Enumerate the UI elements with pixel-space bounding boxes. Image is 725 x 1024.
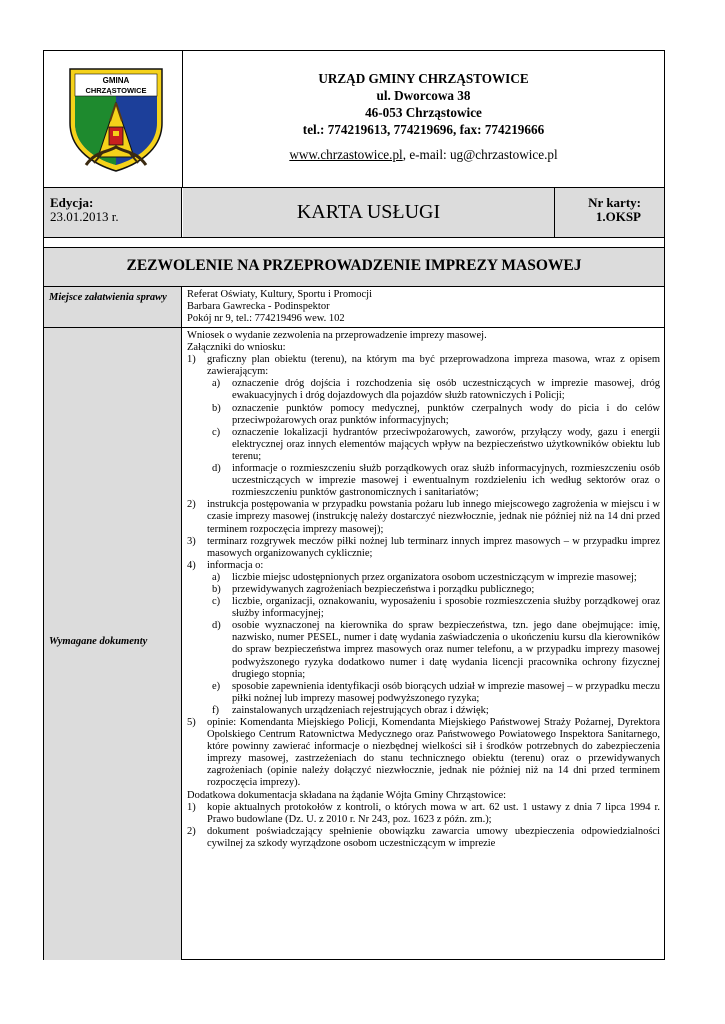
list-item-number: 4) (187, 559, 196, 571)
spacer-row (44, 238, 664, 248)
list-item (187, 378, 660, 402)
list-item (187, 572, 660, 584)
card-title: KARTA USŁUGI (183, 188, 555, 237)
docs-extra-list (187, 802, 660, 850)
required-docs-row (44, 328, 664, 960)
list-item (187, 536, 660, 560)
list-item-number: d) (212, 620, 221, 632)
logo-cell (44, 51, 183, 187)
list-item-number: c) (212, 426, 221, 438)
place-row (44, 287, 664, 328)
list-item (187, 427, 660, 463)
list-item-text: liczbie miejsc udostępnionych przez organizatora osobom uczestniczącym w imprezie masowej; (232, 571, 637, 583)
list-item-number: b) (212, 402, 221, 414)
service-card (43, 50, 665, 960)
list-item-number: 5) (187, 717, 196, 728)
docs-intro: Wniosek o wydanie zezwolenia na przeprowadzenie imprezy masowej. (187, 330, 487, 341)
list-item (187, 584, 660, 596)
gmina-coat-of-arms (66, 65, 166, 173)
list-item-text: dokument poświadczający spełnienie obowiązku zawarcia umowy ubezpieczenia odpowiedzialności cywilnej za szkody wyrządzone osobom uczestniczącym w imprezie (207, 825, 660, 849)
list-item (187, 620, 660, 680)
list-item-text: kopie aktualnych protokołów z kontroli, o których mowa w art. 62 ust. 1 ustawy z dnia 7 lipca 1994 r. Prawo budowlane (Dz. U. z 2010 r. Nr 243, poz. 1623 z późn. zm.); (207, 801, 660, 825)
list-item-text: informacja o: (207, 559, 264, 571)
office-city: 46-053 Chrząstowice (365, 105, 482, 120)
list-item (187, 403, 660, 427)
logo-text-name: CHRZĄSTOWICE (85, 86, 147, 95)
edition-cell (44, 188, 182, 237)
list-item-number: 1) (187, 354, 196, 366)
header-row (44, 51, 664, 188)
contact-line (183, 147, 664, 163)
required-docs-label: Wymagane dokumenty (44, 328, 182, 960)
list-item-text: graficzny plan obiektu (terenu), na którym ma być przeprowadzona impreza masowa, wraz z opisem zawierającym: (207, 354, 660, 378)
list-item-number: 2) (187, 825, 196, 837)
list-item-number: e) (212, 680, 221, 692)
office-address-block (183, 51, 664, 187)
website-link[interactable]: www.chrzastowice.pl (289, 147, 403, 162)
edition-date: 23.01.2013 r. (50, 209, 119, 224)
list-item-text: zainstalowanych urządzeniach rejestrujących obraz i dźwięk; (232, 704, 489, 716)
email-text: , e-mail: ug@chrzastowice.pl (402, 147, 558, 162)
list-item-text: oznaczenie punktów pomocy medycznej, punktów czerpalnych wody do picia i do celów przeciwpożarowych oraz punktów informacyjnych; (232, 402, 660, 426)
docs-intro-attachments: Załączniki do wniosku: (187, 342, 286, 354)
list-item-text: oznaczenie dróg dojścia i rozchodzenia się osób uczestniczących w imprezie masowej, dróg ewakuacyjnych i dróg dojazdowych dla pojazdów służb ratowniczych i Policji; (232, 378, 660, 402)
list-item (187, 705, 660, 717)
place-line: Barbara Gawrecka - Podinspektor (187, 301, 330, 313)
list-item-text: informacje o rozmieszczeniu służb porządkowych oraz służb informacyjnych, rozmieszczeniu osób uczestniczących w imprezie masowej i ewentualnym rozdzieleniu ich według sektorów oraz o rozmieszczeniu punktów gastronomicznych i sanitariatów; (232, 463, 660, 499)
list-item-number: c) (212, 596, 221, 608)
list-item-number: d) (212, 463, 221, 475)
list-item-text: sposobie zapewnienia identyfikacji osób biorących udział w imprezie masowej – w przypadku meczu piłki nożnej lub imprezy masowej podwyższonego ryzyka; (232, 680, 660, 704)
office-name: URZĄD GMINY CHRZĄSTOWICE (318, 71, 529, 86)
card-meta-row (44, 188, 664, 238)
list-item-text: liczbie, organizacji, oznakowaniu, wyposażeniu i sposobie rozmieszczenia służby porządkowej oraz służby informacyjnej; (232, 596, 660, 620)
list-item (187, 499, 660, 535)
list-item-text: przewidywanych zagrożeniach bezpieczeństwa i porządku publicznego; (232, 583, 535, 595)
list-item-number: f) (212, 704, 219, 716)
list-item (187, 560, 660, 572)
list-item-number: 1) (187, 801, 196, 813)
docs-extra-intro: Dodatkowa dokumentacja składana na żądanie Wójta Gminy Chrząstowice: (187, 789, 507, 801)
required-docs-content (183, 328, 664, 852)
list-item-text: oznaczenie lokalizacji hydrantów przeciwpożarowych, zaworów, przyłączy wody, gazu i energii elektrycznej oraz innych elementów mających wpływ na bezpieczeństwo użytkowników obiektu lub terenu; (232, 426, 660, 462)
office-phones: tel.: 774219613, 774219696, fax: 774219666 (302, 122, 545, 137)
edition-label: Edycja: (50, 195, 94, 210)
office-street: ul. Dworcowa 38 (376, 88, 471, 103)
list-item (187, 681, 660, 705)
list-item-number: a) (212, 571, 221, 583)
docs-list (187, 354, 660, 789)
list-item-number: 3) (187, 535, 196, 547)
list-item-text: osobie wyznaczonej na kierownika do spraw bezpieczeństwa, tzn. jego dane obejmujące: imię, nazwisko, numer PESEL, numer i datę wydania zaświadczenia o ukończeniu kursu dla kierowników do spraw bezpieczeństwa imprez masowych oraz numer telefonu, a w przypadku imprezy masowej podwyższonego ryzyka dodatkowo numer i datę wydania licencji pracownika ochrony fizycznej drugiego stopnia; (232, 620, 660, 680)
list-item-text: terminarz rozgrywek meczów piłki nożnej lub terminarz innych imprez masowych – w przypadku imprez masowych organizowanych cyklicznie; (207, 535, 660, 559)
card-number-label: Nr karty: (588, 195, 641, 210)
card-number-value: 1.OKSP (595, 209, 641, 224)
list-item (187, 463, 660, 499)
logo-text-gmina: GMINA (102, 76, 130, 85)
list-item-number: b) (212, 583, 221, 595)
list-item-number: 2) (187, 499, 196, 511)
place-label: Miejsce załatwienia sprawy (44, 287, 182, 327)
place-line: Referat Oświaty, Kultury, Sportu i Promocji (187, 289, 372, 300)
list-item (187, 802, 660, 826)
card-number-cell (555, 188, 664, 237)
list-item-text: opinie: Komendanta Miejskiego Policji, Komendanta Miejskiego Państwowej Straży Pożarnej, Dyrektora Opolskiego Centrum Ratownictwa Medycznego oraz Państwowego Powiatowego Inspektora Sanitarnego, które powinny zawierać informacje o niezbędnej wielkości sił i środków potrzebnych do zabezpieczenia imprezy masowej, zastrzeżeniach do stanu technicznego obiektu (terenu) oraz o przewidywanych zagrożeniach (opinie należy dołączyć niezwłocznie, jednak nie później niż na 14 dni przed terminem rozpoczęcia imprezy). (207, 717, 660, 789)
place-value (183, 287, 664, 328)
list-item (187, 826, 660, 850)
list-item-text: instrukcja postępowania w przypadku powstania pożaru lub innego miejscowego zagrożenia w miejscu i w czasie imprezy masowej (instrukcję należy dostarczyć niezwłocznie, jednak nie później niż na 14 dni przed terminem rozpoczęcia imprezy masowej); (207, 499, 660, 535)
list-item-number: a) (212, 378, 221, 390)
list-item (187, 596, 660, 620)
list-item (187, 717, 660, 790)
list-item (187, 354, 660, 378)
document-title: ZEZWOLENIE NA PRZEPROWADZENIE IMPREZY MASOWEJ (44, 248, 664, 287)
place-line: Pokój nr 9, tel.: 774219496 wew. 102 (187, 313, 345, 325)
